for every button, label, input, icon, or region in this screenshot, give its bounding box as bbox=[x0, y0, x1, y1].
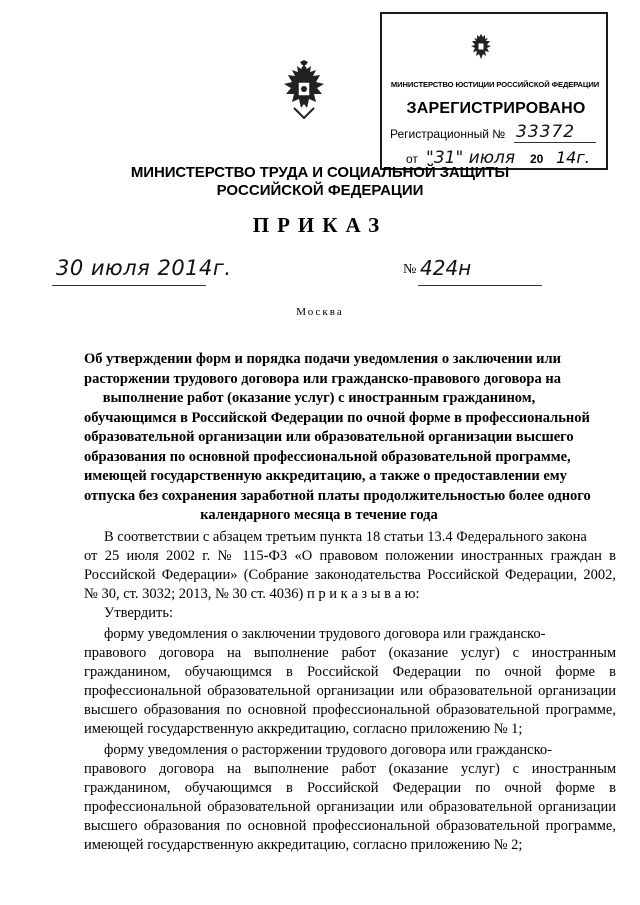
item2-line: форму уведомления о расторжении трудового договора или гражданско- bbox=[104, 742, 552, 758]
title-line: Об утверждении форм и порядка подачи уведомления о заключении или bbox=[84, 351, 562, 367]
city-name: Москва bbox=[296, 306, 344, 318]
title-line: календарного месяца в течение года bbox=[200, 507, 438, 523]
document-type-heading: ПРИКАЗ bbox=[252, 213, 388, 237]
item2-line: гражданином, обучающимся в Российской Федерации по очной форме в bbox=[84, 780, 616, 796]
item2-line: правового договора на выполнение работ (оказание услуг) с иностранным bbox=[84, 761, 616, 777]
item2-line: профессиональной образовательной организации или образовательной организации bbox=[84, 799, 616, 815]
item1-line: гражданином, обучающимся в Российской Федерации по очной форме в bbox=[84, 664, 616, 680]
ministry-line-2: РОССИЙСКОЙ ФЕДЕРАЦИИ bbox=[216, 182, 424, 199]
title-line: расторжении трудового договора или гражданско-правового договора на bbox=[84, 370, 561, 387]
preamble-line: В соответствии с абзацем третьим пункта 18 статьи 13.4 Федерального закона bbox=[104, 529, 587, 545]
stamp-regno-handwritten: 33372 bbox=[516, 122, 576, 142]
order-title bbox=[84, 350, 591, 526]
item2-line: высшего образования по основной профессиональной образовательной программе, bbox=[84, 818, 616, 834]
stamp-regno-underline bbox=[514, 142, 596, 143]
preamble-line: № 30, ст. 3032; 2013, № 30 ст. 4036) п р и к а з ы в а ю: bbox=[84, 586, 420, 602]
title-line: образования по основной профессиональной образовательной программе, bbox=[84, 448, 571, 465]
order-body bbox=[84, 528, 616, 855]
stamp-year-handwritten: 14г. bbox=[556, 148, 590, 167]
stamp-ministry-name: МИНИСТЕРСТВО ЮСТИЦИИ РОССИЙСКОЙ ФЕДЕРАЦИИ bbox=[390, 80, 600, 89]
stamp-emblem-icon bbox=[468, 32, 494, 66]
order-date-handwritten: 30 июля 2014г. bbox=[56, 256, 232, 280]
approve-line: Утвердить: bbox=[104, 605, 173, 621]
item2-line: имеющей государственную аккредитацию, согласно приложению № 2; bbox=[84, 837, 523, 853]
order-date-underline bbox=[52, 285, 206, 286]
order-number-label: № bbox=[403, 262, 417, 277]
title-line: отпуска без сохранения заработной платы продолжительностью более одного bbox=[84, 487, 591, 504]
title-line: образовательной организации или образовательной организации высшего bbox=[84, 429, 574, 445]
item1-line: высшего образования по основной профессиональной образовательной программе, bbox=[84, 702, 616, 718]
issuing-ministry bbox=[100, 164, 540, 200]
stamp-date-handwritten: "31" июля bbox=[426, 148, 516, 168]
order-number-underline bbox=[418, 285, 542, 286]
title-line: выполнение работ (оказание услуг) с иностранным гражданином, bbox=[102, 390, 536, 406]
title-line: обучающимся в Российской Федерации по очной форме в профессиональной bbox=[84, 409, 590, 426]
item1-line: имеющей государственную аккредитацию, согласно приложению № 1; bbox=[84, 721, 523, 737]
stamp-registered-label: ЗАРЕГИСТРИРОВАНО bbox=[406, 100, 586, 117]
item1-line: правового договора на выполнение работ (оказание услуг) с иностранным bbox=[84, 645, 616, 661]
item1-line: профессиональной образовательной организации или образовательной организации bbox=[84, 683, 616, 699]
item1-line: форму уведомления о заключении трудового договора или гражданско- bbox=[104, 626, 546, 642]
stamp-regno-label: Регистрационный № bbox=[390, 127, 506, 141]
title-line: имеющей государственную аккредитацию, а также о предоставлении ему bbox=[84, 468, 567, 484]
order-number-handwritten: 424н bbox=[420, 256, 472, 280]
ministry-line-1: МИНИСТЕРСТВО ТРУДА И СОЦИАЛЬНОЙ ЗАЩИТЫ bbox=[130, 164, 510, 181]
stamp-year-prefix: 20 bbox=[530, 152, 544, 166]
preamble-line: Российской Федерации» (Собрание законодательства Российской Федерации, 2002, bbox=[84, 567, 616, 583]
registration-stamp bbox=[380, 12, 608, 170]
preamble-line: от 25 июля 2002 г. № 115-ФЗ «О правовом положении иностранных граждан в bbox=[84, 548, 616, 564]
coat-of-arms-emblem bbox=[280, 60, 328, 126]
stamp-date-label: от bbox=[406, 152, 418, 166]
